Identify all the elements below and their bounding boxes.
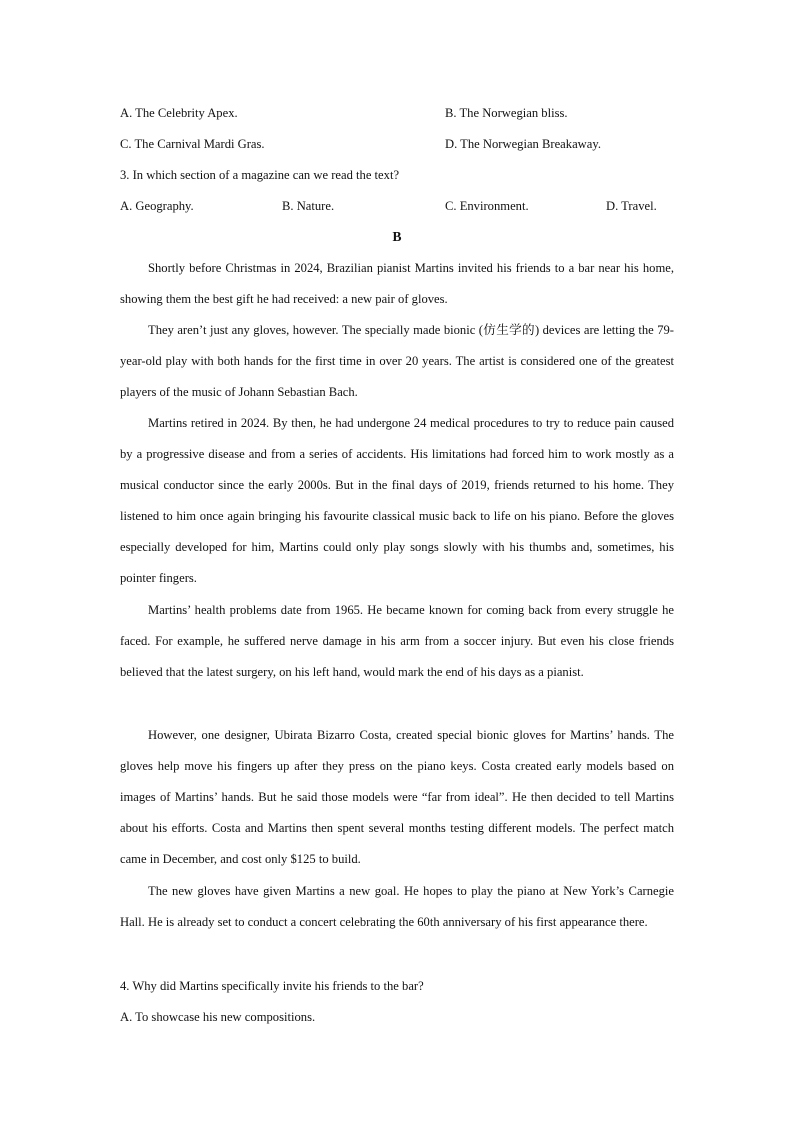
q3-question: 3. In which section of a magazine can we read the text? — [120, 168, 400, 182]
q4-option-a: A. To showcase his new compositions. — [120, 1010, 316, 1024]
q2-option-d: D. The Norwegian Breakaway. — [445, 137, 601, 151]
section-title: B — [392, 229, 402, 244]
paragraph-4: Martins’ health problems date from 1965. He became known for coming back from every struggle he faced. For example, he suffered nerve damage in his arm from a soccer injury. But even his close friends believed that the latest surgery, on his left hand, would mark the end of his days as a pianist. — [120, 603, 674, 679]
q4-question: 4. Why did Martins specifically invite his friends to the bar? — [120, 979, 424, 993]
q3-option-a: A. Geography. — [120, 199, 194, 213]
paragraph-2: They aren’t just any gloves, however. The specially made bionic (仿生学的) devices are letting the 79-year-old play with both hands for the first time in over 20 years. The artist is considered one of the greatest players of the music of Johann Sebastian Bach. — [120, 323, 674, 399]
q2-option-c: C. The Carnival Mardi Gras. — [120, 137, 265, 151]
q3-option-b: B. Nature. — [282, 199, 335, 213]
paragraph-6: The new gloves have given Martins a new goal. He hopes to play the piano at New York’s Carnegie Hall. He is already set to conduct a concert celebrating the 60th anniversary of his first appearance there. — [120, 884, 674, 929]
q2-option-b: B. The Norwegian bliss. — [445, 106, 568, 120]
paragraph-3: Martins retired in 2024. By then, he had undergone 24 medical procedures to try to reduce pain caused by a progressive disease and from a series of accidents. His limitations had forced him to work mostly as a musical conductor since the early 2000s. But in the final days of 2019, friends returned to his home. They listened to him once again bringing his favourite classical music back to life on his piano. Before the gloves especially developed for him, Martins could only play songs slowly with his thumbs and, sometimes, his pointer fingers. — [120, 416, 674, 585]
paragraph-1: Shortly before Christmas in 2024, Brazilian pianist Martins invited his friends to a bar near his home, showing them the best gift he had received: a new pair of gloves. — [120, 261, 674, 306]
q2-option-a: A. The Celebrity Apex. — [120, 106, 238, 120]
q3-option-d: D. Travel. — [606, 199, 657, 213]
paragraph-5: However, one designer, Ubirata Bizarro Costa, created special bionic gloves for Martins’ hands. The gloves help move his fingers up after they press on the piano keys. Costa created early models based on images of Martins’ hands. But he said those models were “far from ideal”. He then decided to tell Martins about his efforts. Costa and Martins then spent several months testing different models. The perfect match came in December, and cost only $125 to build. — [120, 728, 674, 866]
q3-option-c: C. Environment. — [445, 199, 529, 213]
